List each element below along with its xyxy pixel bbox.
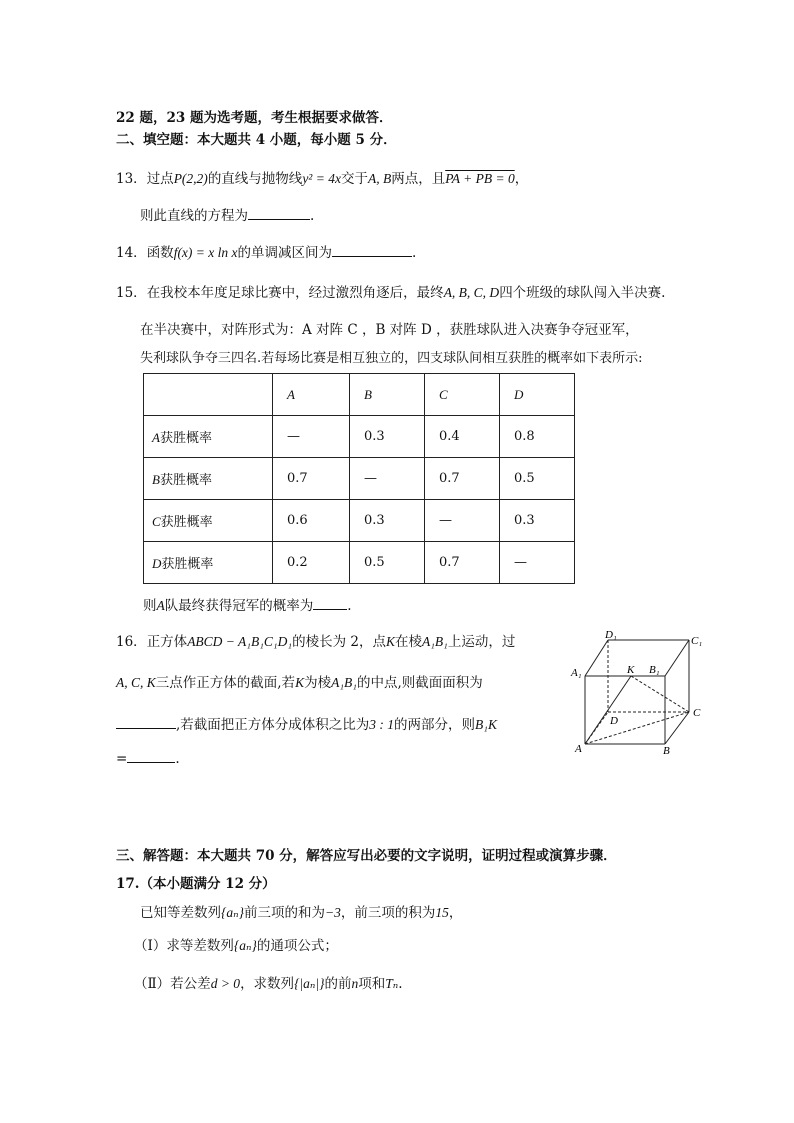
q17-part2-t: Tₙ — [385, 976, 399, 991]
q16-line4-eq: = — [116, 751, 128, 767]
table-cell: 0.5 — [350, 542, 425, 584]
table-header-cell — [144, 374, 273, 416]
section-ac — [585, 712, 689, 744]
q15-answer-blank[interactable] — [313, 597, 347, 610]
q16-line2-c: 的中点,则截面面积为 — [356, 675, 483, 691]
q17-line1-d: ， — [448, 905, 463, 921]
edge-b1c1 — [665, 640, 689, 676]
table-cell: 0.3 — [350, 416, 425, 458]
q13-text-b: 的直线与抛物线 — [207, 171, 303, 187]
table-row — [144, 542, 575, 584]
q16-line2-edge: A₁B₁ — [331, 675, 357, 690]
q13-point: P(2,2) — [173, 171, 208, 186]
question-16 — [116, 630, 515, 650]
q17-part2-c: 的前 — [324, 976, 352, 992]
label-b: B — [663, 745, 670, 756]
section-3-title: 三、解答题：本大题共 70 分，解答应写出必要的文字说明，证明过程或演算步骤． — [116, 848, 617, 864]
table-cell: 0.8 — [500, 416, 575, 458]
q17-part1-a: （Ⅰ）求等差数列 — [134, 938, 234, 954]
table-cell: — — [500, 542, 575, 584]
q16-line2-a: 三点作正方体的截面,若 — [155, 675, 296, 691]
q17-line1-c: ，前三项的积为 — [340, 905, 436, 921]
header-note: 22 题，23 题为选考题，考生根据要求做答． — [116, 110, 393, 126]
q16-point-k: K — [385, 634, 395, 649]
q16-line1-d: 上运动，过 — [447, 634, 516, 650]
q14-text-a: 函数 — [146, 245, 174, 261]
table-header-cell: C — [425, 374, 500, 416]
table-cell: 0.3 — [500, 500, 575, 542]
probability-table — [143, 373, 575, 584]
q13-text-c: 交于 — [340, 171, 368, 187]
table-cell: 0.6 — [273, 500, 350, 542]
q13-text-a: 过点 — [146, 171, 174, 187]
q14-number: 14． — [116, 245, 147, 261]
q16-line4 — [116, 750, 180, 767]
q17-sum: −3 — [325, 905, 341, 920]
table-cell: 0.3 — [350, 500, 425, 542]
q15-answer-a: 则 — [143, 598, 157, 614]
edge-a1d1 — [585, 640, 608, 676]
question-14 — [116, 241, 416, 261]
q13-line2-text: 则此直线的方程为 — [140, 208, 248, 224]
q17-part2-d: 项和 — [358, 976, 386, 992]
q15-line1-b: 四个班级的球队闯入半决赛. — [499, 285, 666, 301]
q16-line2-points: A, C, K — [116, 675, 156, 690]
q16-line3-a: ,若截面把正方体分成体积之比为 — [176, 717, 370, 733]
q16-line2-b: 为棱 — [304, 675, 332, 691]
q17-part1-b: 的通项公式； — [256, 938, 338, 954]
label-d1: D₁ — [605, 629, 617, 641]
q17-part2-b: ，求数列 — [240, 976, 295, 992]
table-row — [144, 458, 575, 500]
table-cell: 0.2 — [273, 542, 350, 584]
table-cell: 0.7 — [425, 542, 500, 584]
q15-line3: 失利球队争夺三四名.若每场比赛是相互独立的，四支球队间相互获胜的概率如下表所示: — [140, 351, 643, 366]
edge-bc — [665, 712, 689, 744]
q16-line4-end: . — [175, 751, 180, 767]
q16-line1-a: 正方体 — [146, 634, 188, 650]
q15-answer-end: . — [347, 598, 352, 614]
row-label: A获胜概率 — [144, 416, 273, 458]
q13-points: A, B — [367, 171, 392, 186]
label-c: C — [693, 707, 701, 719]
q13-answer-blank[interactable] — [248, 207, 310, 220]
q13-vector-eq: PA + PB = 0 — [445, 171, 515, 186]
label-d: D — [610, 715, 618, 727]
q16-edge: A₁B₁ — [421, 634, 448, 649]
q16-line3-b: 的两部分，则 — [394, 717, 476, 733]
label-a1: A₁ — [571, 667, 582, 679]
q16-line2 — [116, 671, 483, 691]
table-cell: 0.4 — [425, 416, 500, 458]
table-cell: 0.7 — [273, 458, 350, 500]
table-cell: — — [273, 416, 350, 458]
q14-text-b: 的单调减区间为 — [237, 245, 333, 261]
q16-line3 — [116, 713, 497, 733]
row-label: B获胜概率 — [144, 458, 273, 500]
table-header-row — [144, 374, 575, 416]
q17-heading: 17.（本小题满分 12 分） — [116, 876, 276, 892]
q17-line1-b: 前三项的和为 — [244, 905, 326, 921]
q14-end: . — [412, 245, 417, 261]
q15-line2: 在半决赛中，对阵形式为：A 对阵 C ，B 对阵 D ，获胜球队进入决赛争夺冠亚军， — [140, 322, 639, 338]
question-13 — [116, 167, 528, 187]
q17-part2 — [134, 972, 403, 992]
q14-function: f(x) = x ln x — [173, 245, 238, 260]
q17-part2-seq: {|aₙ|} — [294, 976, 325, 991]
label-a: A — [575, 743, 582, 755]
table-row — [144, 500, 575, 542]
q16-b1k: B₁K — [475, 717, 497, 732]
q13-text-d: 两点，且 — [391, 171, 446, 187]
q17-prod: 15 — [435, 905, 449, 920]
q13-line2 — [140, 204, 314, 224]
table-header-cell: A — [273, 374, 350, 416]
q17-part1 — [134, 934, 338, 954]
q15-line1-a: 在我校本年度足球比赛中，经过激烈角逐后，最终 — [146, 285, 444, 301]
q16-line2-k: K — [295, 675, 305, 690]
table-cell: — — [350, 458, 425, 500]
q17-part2-n: n — [351, 976, 359, 991]
q17-part2-a: （Ⅱ）若公差 — [134, 976, 211, 992]
q14-answer-blank[interactable] — [332, 244, 412, 257]
section-2-title: 二、填空题：本大题共 4 小题，每小题 5 分． — [116, 132, 397, 148]
q15-answer-team: A — [156, 598, 165, 613]
q17-part1-seq: {aₙ} — [233, 938, 257, 953]
q17-part2-cond: d > 0 — [210, 976, 241, 991]
q13-number: 13． — [116, 171, 147, 187]
question-15 — [116, 281, 665, 301]
q17-line1 — [140, 901, 462, 921]
row-label: C获胜概率 — [144, 500, 273, 542]
q15-teams: A, B, C, D — [443, 285, 500, 300]
table-row — [144, 416, 575, 458]
q13-text-e: ， — [514, 171, 529, 187]
table-header-cell: B — [350, 374, 425, 416]
q16-cube: ABCD − A₁B₁C₁D₁ — [187, 634, 293, 649]
table-cell: — — [425, 500, 500, 542]
q15-number: 15． — [116, 285, 147, 301]
q17-seq: {aₙ} — [221, 905, 245, 920]
q16-ratio: 3 : 1 — [369, 717, 395, 732]
q16-line1-c: 在棱 — [394, 634, 422, 650]
table-header-cell: D — [500, 374, 575, 416]
q16-area-blank[interactable] — [116, 716, 176, 729]
q15-answer-line — [143, 594, 352, 614]
table-cell: 0.7 — [425, 458, 500, 500]
q13-parabola: y² = 4x — [302, 171, 341, 186]
label-k: K — [627, 664, 635, 676]
q15-answer-b: 队最终获得冠军的概率为 — [164, 598, 314, 614]
q16-b1k-blank[interactable] — [127, 750, 175, 763]
q16-number: 16． — [116, 634, 147, 650]
section-kc — [631, 676, 689, 712]
q13-line2-end: . — [310, 208, 315, 224]
cube-figure — [565, 628, 705, 756]
q16-line1-b: 的棱长为 2，点 — [292, 634, 386, 650]
row-label: D获胜概率 — [144, 542, 273, 584]
label-c1: C₁ — [691, 635, 703, 647]
q17-part2-end: . — [398, 976, 403, 992]
table-cell: 0.5 — [500, 458, 575, 500]
label-b1: B₁ — [649, 664, 660, 676]
q17-line1-a: 已知等差数列 — [140, 905, 221, 921]
